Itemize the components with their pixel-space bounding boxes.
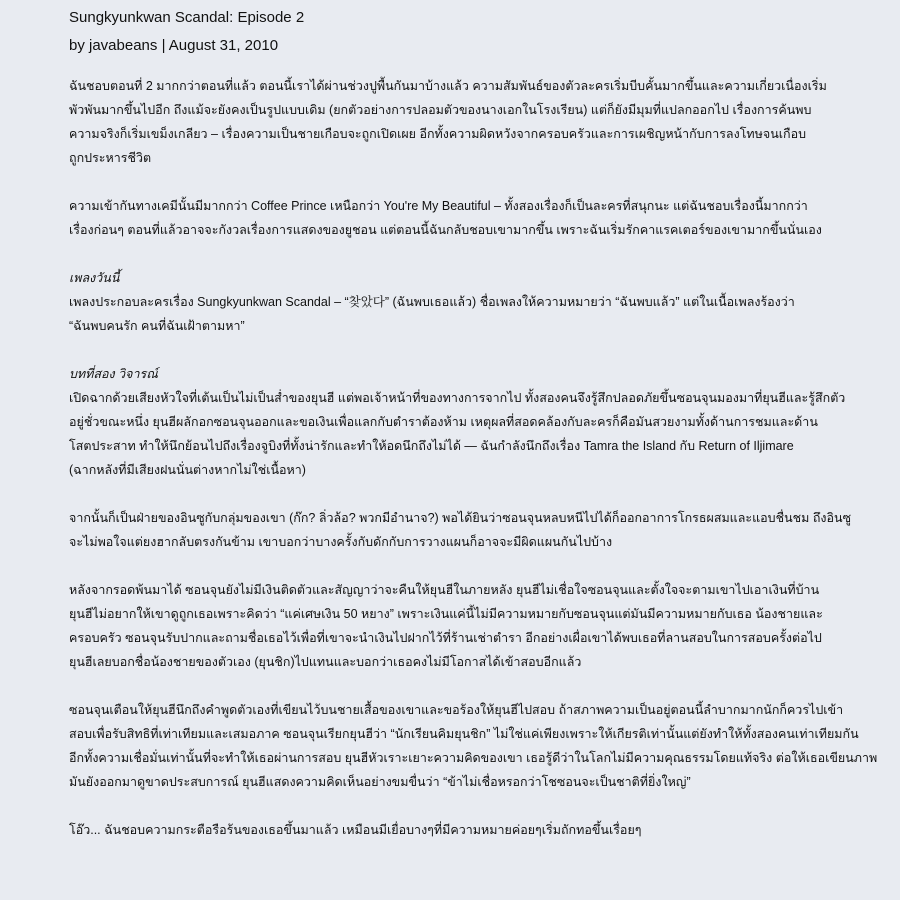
paragraph-line: โอ๊ว... ฉันชอบความกระตือรือร้นของเธอขึ้นมาแล้ว เหมือนมีเยื่อบางๆที่มีความหมายค่อยๆเริ่มถักทอขึ้นเรื่อยๆ	[69, 823, 642, 837]
paragraph	[69, 362, 889, 482]
paragraph-line: โสตประสาท ทำให้นึกย้อนไปถึงเรื่องจูบิงที่ทั้งน่ารักและทำให้อดนึกถึงไม่ได้ — ฉันกำลังนึกถึงเรื่อง Tamra the Island กับ Return of Iljimare	[69, 439, 794, 453]
paragraph-line: ยุนฮีเลยบอกชื่อน้องชายของตัวเอง (ยุนชิก)ไปแทนและบอกว่าเธอคงไม่มีโอกาสได้เข้าสอบอีกแล้ว	[69, 655, 582, 669]
section-heading: เพลงวันนี้	[69, 271, 120, 285]
paragraph-line: ถูกประหารชีวิต	[69, 151, 152, 165]
paragraph-line: จะไม่พอใจแต่ยงฮากลับตรงกันข้าม เขาบอกว่าบางครั้งกับดักกับการวางแผนก็อาจจะมีผิดแผนกันไปบ้าง	[69, 535, 613, 549]
paragraph	[69, 506, 889, 554]
paragraph-line: ความเข้ากันทางเคมีนั้นมีมากกว่า Coffee Prince เหนือกว่า You're My Beautiful – ทั้งสองเรื่องก็เป็นละครที่สนุกนะ แต่ฉันชอบเรื่องนี้มากกว่า	[69, 199, 808, 213]
article-body	[69, 74, 889, 866]
paragraph-line: ฉันชอบตอนที่ 2 มากกว่าตอนที่แล้ว ตอนนี้เราได้ผ่านช่วงปูพื้นกันมาบ้างแล้ว ความสัมพันธ์ของตัวละครเริ่มบีบคั้นมากขึ้นและความเกี่ยวเนื่องเริ่ม	[69, 79, 827, 93]
paragraph	[69, 74, 889, 170]
paragraph-line: ยุนฮีไม่อยากให้เขาดูถูกเธอเพราะคิดว่า “แค่เศษเงิน 50 หยาง” เพราะเงินแค่นี้ไม่มีความหมายกับซอนจุนแต่มันมีความหมายกับเธอ น้องชายและ	[69, 607, 823, 621]
paragraph-line: มันยังออกมาดูขาดประสบการณ์ ยุนฮีแสดงความคิดเห็นอย่างขมขื่นว่า “ข้าไม่เชื่อหรอกว่าโชซอนจะเป็นชาติที่ยิ่งใหญ่”	[69, 775, 691, 789]
article-title: Sungkyunkwan Scandal: Episode 2	[69, 9, 305, 26]
paragraph-line: เปิดฉากด้วยเสียงหัวใจที่เต้นเป็นไม่เป็นส่ำของยุนฮี แต่พอเจ้าหน้าที่ของทางการจากไป ทั้งสองคนจึงรู้สึกปลอดภัยขึ้นซอนจุนมองมาที่ยุนฮีและรู้สึกตัว	[69, 391, 846, 405]
section-heading: บทที่สอง วิจารณ์	[69, 367, 158, 381]
article-byline: by javabeans | August 31, 2010	[69, 37, 279, 54]
paragraph-line: ความจริงก็เริ่มเขม็งเกลียว – เรื่องความเป็นชายเกือบจะถูกเปิดเผย อีกทั้งความผิดหวังจากครอบครัวและการเผชิญหน้ากับการลงโทษจนเกือบ	[69, 127, 807, 141]
paragraph-line: เพลงประกอบละครเรื่อง Sungkyunkwan Scandal – “찾았다” (ฉันพบเธอแล้ว) ชื่อเพลงให้ความหมายว่า “ฉันพบแล้ว” แต่ในเนื้อเพลงร้องว่า	[69, 295, 795, 309]
paragraph-line: อีกทั้งความเชื่อมั่นเท่านั้นที่จะทำให้เธอผ่านการสอบ ยุนฮีหัวเราะเยาะความคิดของเขา เธอรู้ดีว่าในโลกไม่มีความคุณธรรมโดยแท้จริง ต่อให้เธอเขียนภาพ	[69, 751, 878, 765]
paragraph-line: (ฉากหลังที่มีเสียงฝนนั่นต่างหากไม่ใช่เนื้อหา)	[69, 463, 306, 477]
paragraph	[69, 818, 889, 842]
paragraph	[69, 194, 889, 242]
paragraph-line: จากนั้นก็เป็นฝ่ายของอินซูกับกลุ่มของเขา (ก๊ก? ลิ่วล้อ? พวกมีอำนาจ?) พอได้ยินว่าซอนจุนหลบหนีไปได้ก็ออกอาการโกรธผสมและแอบชื่นชม ถึงอินซู	[69, 511, 852, 525]
paragraph-line: ซอนจุนเตือนให้ยุนฮีนึกถึงคำพูดตัวเองที่เขียนไว้บนชายเสื้อของเขาและขอร้องให้ยุนฮีไปสอบ ถ้าสภาพความเป็นอยู่ตอนนี้ลำบากมากนักก็ควรไปเข้า	[69, 703, 844, 717]
paragraph	[69, 698, 889, 794]
paragraph	[69, 578, 889, 674]
paragraph-line: อยู่ชั่วขณะหนึ่ง ยุนฮีผลักอกซอนจุนออกและขอเงินเพื่อแลกกับตำราต้องห้าม เหตุผลที่สอดคล้องกับละครก็คือมันสวยงามทั้งด้านการชมและด้าน	[69, 415, 818, 429]
paragraph-line: “ฉันพบคนรัก คนที่ฉันเฝ้าตามหา”	[69, 319, 245, 333]
paragraph-line: พัวพันมากขึ้นไปอีก ถึงแม้จะยังคงเป็นรูปแบบเดิม (ยกตัวอย่างการปลอมตัวของนางเอกในโรงเรียน) แต่ก็ยังมีมุมที่แปลกออกไป เรื่องการค้นพบ	[69, 103, 812, 117]
paragraph-line: สอบเพื่อรับสิทธิที่เท่าเทียมและเสมอภาค ซอนจุนเรียกยุนฮีว่า “นักเรียนคิมยุนชิก” ไม่ใช่แค่เพียงเพราะให้เกียรติเท่านั้นแต่ยังทำให้ทั้งสองคนเท่าเทียมกัน	[69, 727, 859, 741]
paragraph	[69, 266, 889, 338]
paragraph-line: หลังจากรอดพ้นมาได้ ซอนจุนยังไม่มีเงินติดตัวและสัญญาว่าจะคืนให้ยุนฮีในภายหลัง ยุนฮีไม่เชื่อใจซอนจุนและตั้งใจจะตามเขาไปเอาเงินที่บ้าน	[69, 583, 820, 597]
paragraph-line: ครอบครัว ซอนจุนรับปากและถามชื่อเธอไว้เพื่อที่เขาจะนำเงินไปฝากไว้ที่ร้านเช่าตำรา อีกอย่างเผื่อเขาได้พบเธอที่ลานสอบในการสอบครั้งต่อไป	[69, 631, 822, 645]
paragraph-line: เรื่องก่อนๆ ตอนที่แล้วอาจจะกังวลเรื่องการแสดงของยูชอน แต่ตอนนี้ฉันกลับชอบเขามากขึ้น เพราะฉันเริ่มรักคาแรคเตอร์ของเขามากขึ้นนั่นเอง	[69, 223, 822, 237]
